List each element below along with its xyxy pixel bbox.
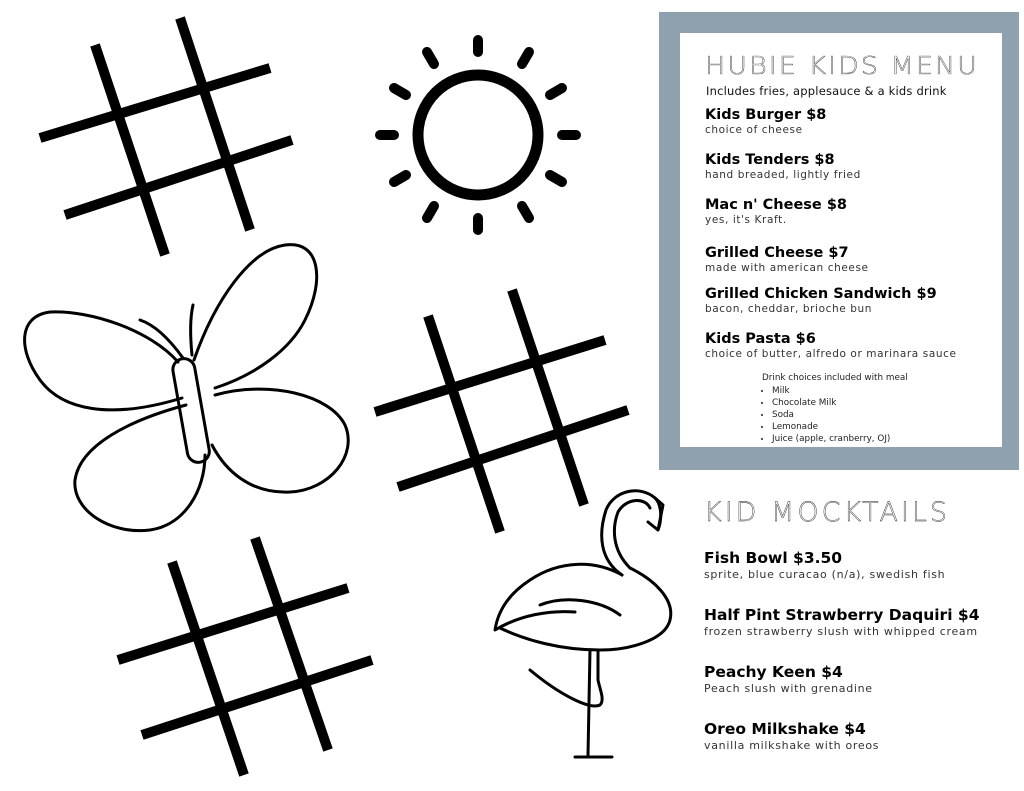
menu-item-name: Kids Tenders $8 xyxy=(705,152,835,168)
tic-tac-toe-grid-icon xyxy=(118,538,372,775)
drink-option: • Milk xyxy=(772,385,992,397)
mocktail-item xyxy=(704,662,1019,719)
kids-menu xyxy=(705,52,1005,375)
mocktails-title: KID MOCKTAILS xyxy=(704,497,951,528)
mocktail-name: Fish Bowl $3.50 xyxy=(704,549,843,567)
butterfly-icon xyxy=(25,245,349,531)
drink-choices xyxy=(762,372,992,445)
drink-option: • Soda xyxy=(772,409,992,421)
flamingo-icon xyxy=(495,491,671,757)
menu-item-desc: yes, it's Kraft. xyxy=(705,214,787,226)
menu-item xyxy=(705,244,1005,285)
menu-item-desc: choice of butter, alfredo or marinara sauce xyxy=(705,348,957,360)
mocktail-desc: vanilla milkshake with oreos xyxy=(704,739,880,752)
mocktail-item xyxy=(704,719,1019,776)
menu-item-desc: bacon, cheddar, brioche bun xyxy=(705,303,872,315)
menu-item-name: Kids Pasta $6 xyxy=(705,331,816,347)
sun-icon xyxy=(380,40,576,230)
menu-item-name: Grilled Chicken Sandwich $9 xyxy=(705,286,937,302)
menu-item xyxy=(705,151,1005,196)
tic-tac-toe-grid-icon xyxy=(40,18,292,255)
mocktail-desc: sprite, blue curacao (n/a), swedish fish xyxy=(704,568,946,581)
menu-item-desc: made with american cheese xyxy=(705,262,869,274)
menu-item-desc: choice of cheese xyxy=(705,124,803,136)
mocktail-desc: Peach slush with grenadine xyxy=(704,682,873,695)
drink-option: • Chocolate Milk xyxy=(772,397,992,409)
kids-menu-subtitle: Includes fries, applesauce & a kids drink xyxy=(706,84,947,98)
kids-menu-title: HUBIE KIDS MENU xyxy=(705,52,979,81)
tic-tac-toe-grid-icon xyxy=(375,290,628,532)
menu-item xyxy=(705,285,1005,330)
mocktail-desc: frozen strawberry slush with whipped cream xyxy=(704,625,978,638)
drink-option: • Juice (apple, cranberry, OJ) xyxy=(772,433,992,445)
mocktail-name: Peachy Keen $4 xyxy=(704,663,843,681)
menu-item xyxy=(705,106,1005,151)
menu-item xyxy=(705,196,1005,244)
menu-item xyxy=(705,330,1005,375)
menu-item-name: Kids Burger $8 xyxy=(705,107,827,123)
drink-choices-list xyxy=(762,385,992,445)
mocktail-name: Half Pint Strawberry Daquiri $4 xyxy=(704,606,980,624)
kid-mocktails xyxy=(704,496,1019,776)
menu-item-name: Mac n' Cheese $8 xyxy=(705,197,847,213)
menu-item-desc: hand breaded, lightly fried xyxy=(705,169,861,181)
mocktail-name: Oreo Milkshake $4 xyxy=(704,720,866,738)
mocktail-item xyxy=(704,605,1019,662)
mocktail-item xyxy=(704,548,1019,605)
drink-choices-heading: Drink choices included with meal xyxy=(762,373,908,383)
drink-option: • Lemonade xyxy=(772,421,992,433)
menu-item-name: Grilled Cheese $7 xyxy=(705,245,849,261)
